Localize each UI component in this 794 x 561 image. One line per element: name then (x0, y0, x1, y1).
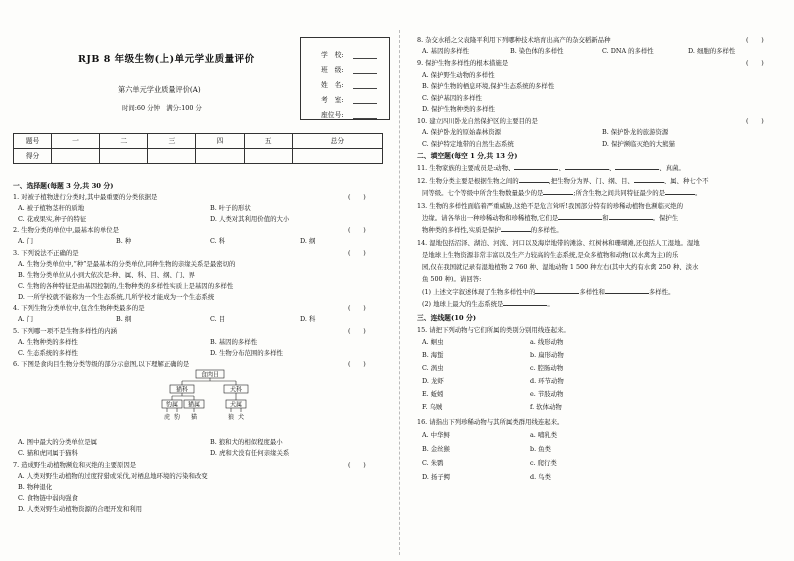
match-right-item[interactable]: a. 哺乳类 (530, 431, 558, 439)
option: B. 狼和犬的相似程度最小 (210, 438, 283, 446)
answer-paren[interactable]: ( ) (348, 327, 366, 335)
option: A. 保护野生动物的多样性 (422, 71, 495, 79)
left-column (10, 36, 386, 556)
option: C. 猫和虎同属于猫科 (18, 449, 78, 457)
section-fill-title: 二、填空题(每空 1 分,共 13 分) (417, 152, 518, 160)
option: A. 生物种类的多样性 (18, 338, 78, 346)
score-cell[interactable] (292, 149, 382, 164)
question-13-line-1: 13. 生物的多样性面临着严重威胁,这绝不是危言耸听!我国部分特有的珍稀动植物也濒临灭绝的 (417, 202, 684, 210)
match-left-item[interactable]: C. 朱鹮 (422, 459, 444, 467)
option: B. 物种退化 (18, 483, 53, 491)
option: A. 门 (18, 315, 34, 323)
option: B. 叶子的形状 (210, 204, 251, 212)
right-column (414, 36, 784, 556)
option: C. 保护特定地带的自然生态系统 (422, 140, 514, 148)
option: D. 细胞的多样性 (688, 47, 736, 55)
option: D. 人类对其利用价值的大小 (210, 215, 290, 223)
option: B. 基因的多样性 (210, 338, 258, 346)
tree-leaf-wolf: 狼 (227, 414, 235, 421)
option: C. 生物的各种特征是由基因控制的,生物种类的多样性实质上是基因的多样性 (18, 282, 234, 290)
option: D. 纲 (300, 237, 316, 245)
student-info-box (300, 37, 390, 120)
question-16: 16. 请指出下列珍稀动物与其所属类群用线连起来。 (417, 418, 564, 426)
option: D. 科 (300, 315, 316, 323)
question-14-line-4: 鱼 500 种)。请回答: (422, 275, 482, 283)
option: A. 图中最大的分类单位是属 (18, 438, 97, 446)
question-14-line-1: 14. 湿地包括沼泽、湖泊、河流、河口以及海岸地带的滩涂、红树林和珊瑚滩,还包括人工湿地。湿地 (417, 239, 700, 247)
match-left-item[interactable]: A. 蛔虫 (422, 338, 444, 346)
match-left-item[interactable]: C. 涡虫 (422, 364, 444, 372)
question-13-line-2: 边缘。请各举出一种珍稀动物和珍稀植物,它们是 和 。保护生 (422, 214, 679, 222)
option: A. 基因的多样性 (422, 47, 470, 55)
tree-label-family-cat: 猫科 (175, 386, 189, 394)
option: B. 保护卧龙的旅游资源 (602, 128, 669, 136)
match-left-item[interactable]: F. 乌贼 (422, 403, 443, 411)
question-12-line-1: 12. 生物分类主要是根据生物之间的 ,把生物分为界、门、纲、目、 、属、种七个不 (417, 177, 709, 185)
option: C. 保护基因的多样性 (422, 94, 482, 102)
question-4: 4. 下列生物分类单位中,包含生物种类最多的是 (13, 304, 145, 312)
tree-label-genus-canis: 犬属 (229, 401, 243, 409)
match-left-item[interactable]: E. 蚯蚓 (422, 390, 444, 398)
option: C. DNA 的多样性 (602, 47, 654, 55)
option: C. 食物链中弱肉强食 (18, 494, 78, 502)
question-2: 2. 生物分类的单位中,最基本的单位是 (13, 226, 120, 234)
blank[interactable] (634, 177, 664, 183)
option: D. 保护濒临灭绝的大熊猫 (602, 140, 675, 148)
blank[interactable] (615, 164, 659, 170)
option: A. 门 (18, 237, 34, 245)
exam-subtitle: 第六单元学业质量评价(A) (118, 85, 201, 94)
blank[interactable] (535, 288, 579, 294)
option: C. 生态系统的多样性 (18, 349, 78, 357)
score-table (13, 133, 383, 164)
blank[interactable] (605, 288, 649, 294)
question-8: 8. 杂交水稻之父袁隆平利用下列哪种技术培育出高产的杂交稻新品种 (417, 36, 611, 44)
tree-leaf-dog: 犬 (237, 414, 245, 421)
tree-leaf-tiger: 虎 (163, 414, 171, 421)
match-right-item[interactable]: d. 环节动物 (530, 377, 564, 385)
option: D. 生物分布范围的多样性 (210, 349, 283, 357)
option: C. 科 (210, 237, 226, 245)
score-cell[interactable] (196, 149, 244, 164)
question-12-line-2: 同等级。七个等级中所含生物数量最少的是 ;所含生物之间共同特征最少的是 。 (422, 189, 702, 197)
exam-time-info: 时间:60 分钟 满分:100 分 (122, 104, 202, 112)
question-11: 11. 生物家族的主要成员是:动物、 、 、 、真菌。 (417, 164, 685, 172)
tree-leaf-leopard: 豹 (173, 414, 181, 421)
blank[interactable] (543, 189, 573, 195)
blank[interactable] (558, 214, 602, 220)
question-14-line-2: 是地球上生物资源非常丰富以及生产力较高的生态系统,是众多植物和动物(以水禽为主)的乐 (422, 251, 679, 259)
match-left-item[interactable]: D. 龙虾 (422, 377, 444, 385)
question-13-line-3: 物种类的多样性,实质是保护 的多样性。 (422, 226, 563, 234)
option: B. 生物分类单位从小到大依次是:种、属、科、目、纲、门、界 (18, 271, 196, 279)
match-left-item[interactable]: D. 扬子鳄 (422, 473, 451, 481)
option: A. 保护卧龙的原始森林资源 (422, 128, 501, 136)
blank[interactable] (514, 164, 558, 170)
score-table-header-row: 题号 一 二 三 四 五 总分 (14, 134, 383, 149)
answer-paren[interactable]: ( ) (348, 193, 366, 201)
section-choice-title: 一、选择题(每题 3 分,共 30 分) (13, 182, 114, 190)
question-6: 6. 下图是食肉目生物分类等级的部分示意图,以下理解正确的是 (13, 360, 190, 368)
answer-paren[interactable]: ( ) (746, 59, 764, 67)
blank[interactable] (519, 177, 549, 183)
match-left-item[interactable]: A. 中华鲟 (422, 431, 450, 439)
answer-paren[interactable]: ( ) (348, 226, 366, 234)
option: D. 人类对野生动植物资源的合理开发和利用 (18, 505, 142, 513)
answer-paren[interactable]: ( ) (348, 461, 366, 469)
match-right-item[interactable]: c. 腔肠动物 (530, 364, 564, 372)
page-divider (399, 30, 400, 555)
answer-paren[interactable]: ( ) (348, 304, 366, 312)
tree-label-genus-felis: 猫属 (187, 401, 201, 409)
question-5: 5. 下列哪一项不是生物多样性的内涵 (13, 327, 117, 335)
question-7: 7. 造成野生动植物濒危和灭绝的主要原因是 (13, 461, 137, 469)
blank[interactable] (501, 226, 531, 232)
match-right-item[interactable]: e. 节肢动物 (530, 390, 564, 398)
match-right-item[interactable]: d. 鸟类 (530, 473, 551, 481)
question-14-part-1: (1) 上述文字叙述体现了生物多样性中的 多样性和 多样性。 (422, 288, 675, 296)
answer-paren[interactable]: ( ) (348, 360, 366, 368)
score-cell[interactable] (100, 149, 148, 164)
option: B. 保护生物的栖息环境,保护生态系统的多样性 (422, 82, 555, 90)
question-15: 15. 请把下列动物与它们所属的类别分别用线连起来。 (417, 326, 570, 334)
tree-label-genus-panthera: 豹属 (165, 401, 179, 409)
section-matching-title: 三、连线题(10 分) (417, 314, 477, 322)
exam-title: RJB 8 年级生物(上)单元学业质量评价 (78, 54, 255, 65)
tree-label-order: 食肉目 (200, 371, 220, 379)
score-table-score-row: 得分 (14, 149, 383, 164)
option: D. 一所学校就不能称为一个生态系统,几所学校才能成为一个生态系统 (18, 293, 215, 301)
match-right-item[interactable]: a. 线形动物 (530, 338, 564, 346)
tree-leaf-cat: 猫 (190, 414, 198, 421)
blank[interactable] (503, 300, 547, 306)
match-right-item[interactable]: c. 爬行类 (530, 459, 557, 467)
option: D. 虎和犬没有任何亲缘关系 (210, 449, 290, 457)
option: A. 人类对野生动植物的过度狩猎或采伐,对栖息地环境的污染和改变 (18, 472, 208, 480)
name-field[interactable]: 姓 名: (321, 74, 389, 89)
seat-number-field[interactable]: 座位号: (321, 104, 389, 119)
question-14-part-2: (2) 地球上最大的生态系统是 。 (422, 300, 554, 308)
match-right-item[interactable]: f. 软体动物 (530, 403, 562, 411)
blank[interactable] (609, 214, 653, 220)
answer-paren[interactable]: ( ) (746, 36, 764, 44)
question-14-line-3: 园,仅在我国就记录有湿地植物 2 760 种、湿地动物 1 500 种左右(其中大约有水禽 250 种、淡水 (422, 263, 699, 271)
question-9: 9. 保护生物多样性的根本措施是 (417, 59, 509, 67)
tree-label-family-dog: 犬科 (229, 386, 243, 394)
score-cell[interactable] (244, 149, 292, 164)
option: A. 被子植物茎秆的质地 (18, 204, 85, 212)
option: B. 种 (116, 237, 132, 245)
school-field[interactable]: 学 校: (321, 44, 389, 59)
match-right-item[interactable]: b. 鱼类 (530, 445, 551, 453)
answer-paren[interactable]: ( ) (348, 249, 366, 257)
blank[interactable] (565, 164, 609, 170)
option: A. 生物分类单位中,“种”是最基本的分类单位,同种生物的亲缘关系是最密切的 (18, 260, 236, 268)
exam-room-field[interactable]: 考 室: (321, 89, 389, 104)
option: D. 保护生物种类的多样性 (422, 105, 495, 113)
answer-paren[interactable]: ( ) (746, 117, 764, 125)
option: C. 花或果实,种子的特征 (18, 215, 87, 223)
class-field[interactable]: 班 级: (321, 59, 389, 74)
question-3: 3. 下列说法不正确的是 (13, 249, 79, 257)
match-left-item[interactable]: B. 金丝猴 (422, 445, 450, 453)
match-left-item[interactable]: B. 海蜇 (422, 351, 444, 359)
question-10: 10. 建立四川卧龙自然保护区的主要目的是 (417, 117, 538, 125)
question-1: 1. 对被子植物进行分类时,其中最重要的分类依据是 (13, 193, 158, 201)
option: C. 目 (210, 315, 226, 323)
score-cell[interactable] (52, 149, 100, 164)
score-cell[interactable] (148, 149, 196, 164)
classification-tree-diagram (160, 369, 260, 427)
option: B. 纲 (116, 315, 132, 323)
option: B. 染色体的多样性 (510, 47, 564, 55)
blank[interactable] (665, 189, 695, 195)
match-right-item[interactable]: b. 扁形动物 (530, 351, 564, 359)
